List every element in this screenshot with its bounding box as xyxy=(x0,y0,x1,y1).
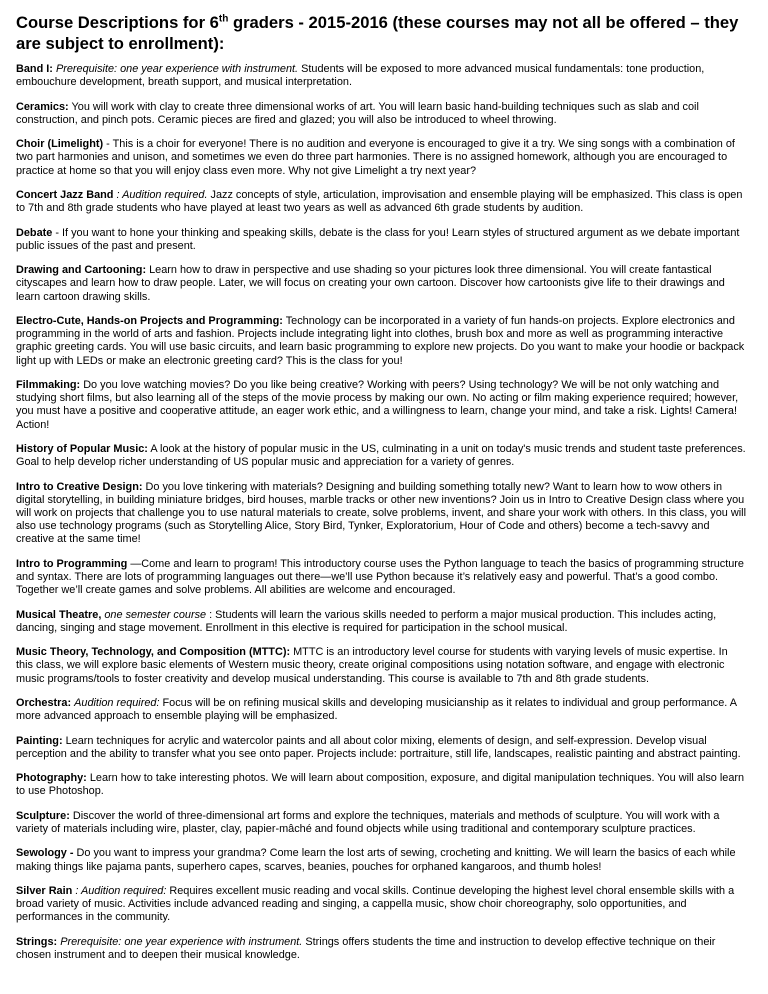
title-text-end: graders - 2015-2016 (these courses may not all be offered – they are subject to enrollment): xyxy=(16,13,739,53)
course-name: Orchestra: xyxy=(16,696,72,709)
course-entry xyxy=(16,227,746,253)
course-entry xyxy=(16,101,746,127)
course-entry xyxy=(16,138,746,178)
title-superscript: th xyxy=(218,13,229,25)
course-description: Do you love tinkering with materials? Designing and building something totally new? Want to learn how to wow others in digital storytelling, in building miniature bridges, bird houses, marble tracks or other new inventions? Join us in Intro to Creative Design class where you will work on projects that challenge you to use natural materials to create, solve problems, invent, and share your work with others. In this class, you will also use technology programs (such as Storytelling Alice, Story Bird, Tynker, Exploratorium, Hour of Code and others) become a tech-savvy and creative at the same time! xyxy=(16,480,747,546)
course-note: : Audition required. xyxy=(116,188,208,201)
course-note: Audition required: xyxy=(74,696,160,709)
course-name: Electro-Cute, Hands-on Projects and Programming: xyxy=(16,314,283,327)
course-entry xyxy=(16,609,746,635)
course-description: Technology can be incorporated in a variety of fun hands-on projects. Explore electronics and programming in the world of arts and fashion. Projects include integrating light into clothes, brush box and more as well as programming interactive graphic greeting cards. You will use basic circuits, and learn basic programming to explore new projects. Do you want to make your hoodie or backpack light up with LEDs or make an electronic greeting card? This is the class for you! xyxy=(16,314,745,367)
course-note: : Audition required: xyxy=(75,884,167,897)
course-name: Music Theory, Technology, and Composition (MTTC): xyxy=(16,646,291,659)
course-entry xyxy=(16,936,746,962)
course-entry xyxy=(16,697,746,723)
course-name: Drawing and Cartooning: xyxy=(16,264,147,277)
title-text-start: Course Descriptions for 6 xyxy=(16,13,219,32)
course-entry xyxy=(16,646,746,686)
course-name: Debate xyxy=(16,226,53,239)
course-name: Intro to Programming xyxy=(16,557,128,570)
course-description: —Come and learn to program! This introductory course uses the Python language to teach the basics of programming structure and syntax. There are lots of programming languages out there—we’ll use Python because it’s relatively easy and powerful. That’s a good combo. Together we’ll create games and solve problems. All abilities are welcome and encouraged. xyxy=(16,557,744,597)
course-entry xyxy=(16,735,746,761)
course-description: Discover the world of three-dimensional art forms and explore the techniques, materials and methods of sculpture. You will work with a variety of materials including wire, plaster, clay, papier-mâché and found objects while using traditional and contemporary sculpture practices. xyxy=(16,809,720,835)
course-entry xyxy=(16,379,746,432)
course-description: Jazz concepts of style, articulation, improvisation and ensemble playing will be emphasized. This class is open to 7th and 8th grade students who have played at least two years as well as advanced 6th grade students by audition. xyxy=(16,188,743,215)
course-name: Sculpture: xyxy=(16,809,70,822)
course-description: - If you want to hone your thinking and speaking skills, debate is the class for you! Learn styles of structured argument as we debate important public issues of the past and present. xyxy=(16,226,740,252)
course-description: Learn techniques for acrylic and watercolor paints and all about color mixing, elements of design, and self-expression. Develop visual perception and the ability to transfer what you see onto paper. Projects include: portraiture, still life, landscapes, realistic painting and abstract painting. xyxy=(16,734,741,760)
course-description: Requires excellent music reading and vocal skills. Continue developing the highest level choral ensemble skills with a broad variety of music. Activities include advanced reading and singing, a cappella music, show choir choreography, solo opportunities, and performances in the community. xyxy=(16,884,735,924)
course-entry xyxy=(16,810,746,836)
course-note: Prerequisite: one year experience with instrument. xyxy=(55,63,299,75)
course-name: Silver Rain xyxy=(16,884,73,897)
course-entry xyxy=(16,264,746,304)
course-entry xyxy=(16,558,746,598)
course-entry xyxy=(16,189,746,215)
course-name: Intro to Creative Design: xyxy=(16,480,143,493)
course-description: : Students will learn the various skills needed to perform a major musical production. This includes acting, dancing, singing and stage movement. Enrollment in this elective is required for participation in the school musical. xyxy=(16,608,717,634)
course-description: Strings offers students the time and instruction to develop effective technique on their chosen instrument and to deepen their musical knowledge. xyxy=(16,935,716,961)
course-description: MTTC is an introductory level course for students with varying levels of music expertise. In this class, we will explore basic elements of Western music theory, create original compositions using notation software, and engage with electronic music programs/tools to foster creativity and develop musical understanding. This course is available to 7th and 8th grade students. xyxy=(16,646,728,685)
course-entry xyxy=(16,315,746,368)
course-name: Filmmaking: xyxy=(16,378,81,391)
course-name: Musical Theatre, xyxy=(16,608,102,621)
course-description: Do you want to impress your grandma? Come learn the lost arts of sewing, crocheting and knitting. We will learn the basics of each while making things like pajama pants, superhero capes, scarves, beanies, pouches for orphaned kangaroos, and thumb holes! xyxy=(16,847,736,873)
course-note: Prerequisite: one year experience with instrument. xyxy=(60,935,303,948)
course-name: Ceramics: xyxy=(16,100,69,113)
course-description: Do you love watching movies? Do you like being creative? Working with peers? Using technology? We will be not only watching and studying short films, but also learning all of the steps of the movie process by making our own. No acting or film making experience required; however, you must have a positive and cooperative attitude, an eager work ethic, and a willingness to learn, change your mind, and take a risk. Lights! Camera! Action! xyxy=(16,378,739,431)
course-entry xyxy=(16,772,746,798)
course-description: Learn how to draw in perspective and use shading so your pictures look three dimensional. You will create fantastical cityscapes and learn how to draw people. Later, we will focus on creating your own cartoon. Discover how cartoonists give life to their drawings and learn cartoon drawing skills. xyxy=(16,264,725,303)
course-name: Choir (Limelight) xyxy=(16,138,104,151)
course-description: Focus will be on refining musical skills and developing musicianship as it relates to individual and group performance. A more advanced approach to ensemble playing will be emphasized. xyxy=(16,696,737,723)
course-name: Painting: xyxy=(16,734,63,747)
course-entry xyxy=(16,443,746,469)
document-title xyxy=(16,12,746,54)
course-description: A look at the history of popular music in the US, culminating in a unit on today's music trends and student taste preferences. Goal to help develop richer understanding of US popular music and appreciation for a variety of genres. xyxy=(16,442,746,469)
course-description: You will work with clay to create three dimensional works of art. You will learn basic hand-building techniques such as slab and coil construction, and pinch pots. Ceramic pieces are fired and glazed; you will also be introduced to wheel throwing. xyxy=(16,100,699,126)
course-description: Students will be exposed to more advanced musical fundamentals: tone production, embouchure development, breath support, and musical interpretation. xyxy=(16,63,705,89)
course-list xyxy=(16,63,746,962)
course-name: Band I: xyxy=(16,63,53,75)
course-note: one semester course xyxy=(104,608,207,621)
course-name: Sewology - xyxy=(16,847,74,860)
course-entry xyxy=(16,847,746,873)
course-entry xyxy=(16,481,746,547)
course-name: Photography: xyxy=(16,772,87,785)
course-description: - This is a choir for everyone! There is no audition and everyone is encouraged to give it a try. We sing songs with a combination of two part harmonies and unison, and sometimes we even do three part harmonies. There is no assigned homework, although you are encouraged to practice at home so that you will enjoy class even more. Why not give Limelight a try next year? xyxy=(16,138,735,177)
course-description: Learn how to take interesting photos. We will learn about composition, exposure, and digital manipulation techniques. You will also learn to use Photoshop. xyxy=(16,772,745,798)
course-entry xyxy=(16,885,746,925)
course-name: Concert Jazz Band xyxy=(16,188,114,201)
course-name: Strings: xyxy=(16,935,58,948)
course-entry xyxy=(16,63,746,89)
course-name: History of Popular Music: xyxy=(16,442,148,455)
